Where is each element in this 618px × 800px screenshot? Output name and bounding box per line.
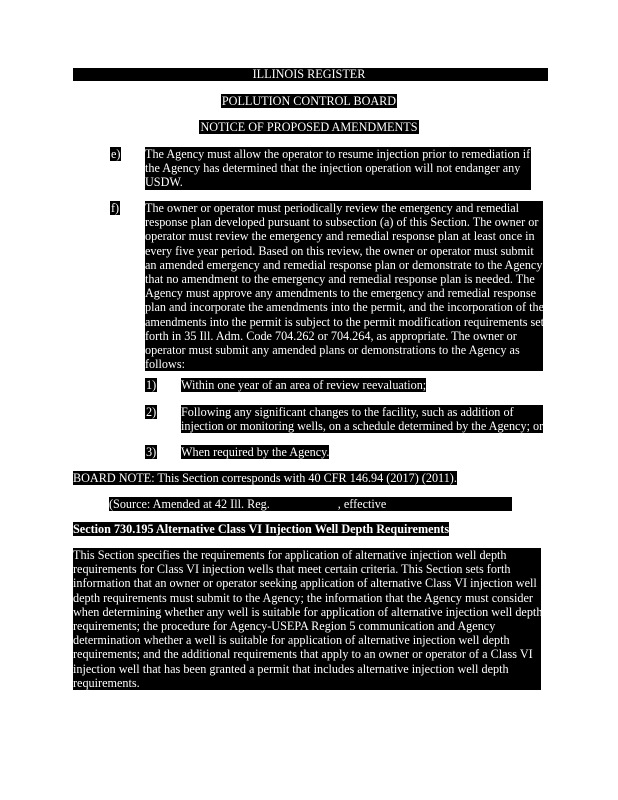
- notice-title: NOTICE OF PROPOSED AMENDMENTS: [200, 120, 418, 134]
- item-e-label: e): [111, 147, 121, 161]
- item-f-paragraph: The owner or operator must periodically review the emergency and remedial response plan developed pursuant to subsection (a) of this Section. The owner or operator must review the emergency and remedial response plan at least once in every five year period. Based on this review, the owner or operator must submit an amended emergency and remedial response plan or demonstrate to the Agency that no amendment to the emergency and remedial response plan is needed. The Agency must approve any amendments to the emergency and remedial response plan and incorporate the amendments into the permit, and the incorporation of the amendments into the permit is subject to the permit modification requirements set forth in 35 Ill. Adm. Code 704.262 or 704.264, as appropriate. The owner or operator must submit any amended plans or demonstrations to the Agency as follows:: [145, 201, 545, 372]
- item-e-paragraph: The Agency must allow the operator to resume injection prior to remediation if the Agency has determined that the injection operation will not endanger any USDW.: [145, 147, 531, 190]
- board-title: POLLUTION CONTROL BOARD: [221, 94, 397, 108]
- subitem-2-label: 2): [146, 405, 157, 419]
- subitem-1-label: 1): [146, 378, 157, 392]
- item-f-label: f): [111, 201, 120, 215]
- board-note: BOARD NOTE: This Section corresponds with 40 CFR 146.94 (2017) (2011).: [73, 471, 457, 485]
- subitem-2-text: Following any significant changes to the facility, such as addition of injection or monitoring wells, on a schedule determined by the Agency; or: [181, 405, 544, 434]
- register-title: ILLINOIS REGISTER: [252, 67, 366, 81]
- source-note: (Source: Amended at 42 Ill. Reg. , effective ): [109, 497, 543, 511]
- subitem-1-text: Within one year of an area of review reevaluation;: [181, 378, 427, 392]
- section-paragraph: This Section specifies the requirements for application of alternative injection well depth requirements for Class VI injection wells that meet certain criteria. This Section sets forth information that an owner or operator seeking application of alternative Class VI injection well depth requirements must submit to the Agency; the information that the Agency must consider when determining whether any well is suitable for application of alternative injection well depth requirements; the procedure for Agency-USEPA Region 5 communication and Agency determination whether a well is suitable for application of alternative injection well depth requirements; and the additional requirements that apply to an owner or operator of a Class VI injection well that has been granted a permit that includes alternative injection well depth requirements.: [73, 548, 543, 690]
- section-title: Section 730.195 Alternative Class VI Injection Well Depth Requirements: [73, 522, 450, 536]
- subitem-3-label: 3): [146, 445, 157, 459]
- subitem-3-text: When required by the Agency.: [181, 445, 330, 459]
